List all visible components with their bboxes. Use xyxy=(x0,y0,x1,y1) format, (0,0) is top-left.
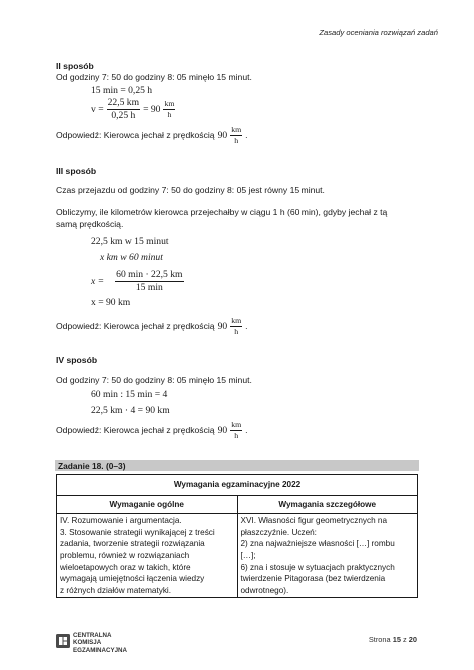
answer-text: Odpowiedź: Kierowca jechał z prędkością xyxy=(56,425,215,436)
eq2-result: = 90 xyxy=(143,103,161,115)
sposob3-answer xyxy=(56,317,248,336)
col-general-header: Wymaganie ogólne xyxy=(57,495,238,514)
logo-line: CENTRALNA xyxy=(73,632,112,639)
detailed-line: twierdzenie Pitagorasa (bez twierdzenia xyxy=(240,574,386,584)
eq2-lhs: v = xyxy=(91,103,104,115)
general-line: IV. Rozumowanie i argumentacja. xyxy=(60,516,182,526)
unit-km: km xyxy=(231,125,242,134)
answer-period: . xyxy=(245,321,248,332)
unit-h: h xyxy=(234,135,239,145)
sposob2-line1: Od godziny 7: 50 do godziny 8: 05 minęło 15 minut. xyxy=(56,72,252,82)
sposob3-line2b: samą prędkością. xyxy=(56,219,124,229)
proportion-line1: 22,5 km w 15 minut xyxy=(91,236,169,247)
general-line: 3. Stosowanie strategii wynikającej z treści xyxy=(60,527,215,537)
sposob3-line1: Czas przejazdu od godziny 7: 50 do godziny 8: 05 jest równy 15 minut. xyxy=(56,185,325,195)
answer-unit xyxy=(230,317,242,336)
page-prefix: Strona xyxy=(368,635,391,644)
answer-period: . xyxy=(245,130,248,141)
detailed-requirements-cell xyxy=(237,514,418,598)
sposob4-eq1: 60 min : 15 min = 4 xyxy=(91,389,168,400)
general-line: z różnych działów matematyki. xyxy=(60,585,172,595)
task-title: Zadanie 18. (0–3) xyxy=(58,461,126,471)
unit-km: km xyxy=(231,316,242,325)
page-header: Zasady oceniania rozwiązań zadań xyxy=(319,28,438,37)
answer-unit xyxy=(230,421,242,440)
cke-logo-icon xyxy=(56,634,70,648)
answer-value: 90 xyxy=(217,129,228,141)
page-total: 20 xyxy=(408,635,417,644)
section-title-4: IV sposób xyxy=(56,355,98,365)
eq2-numerator: 22,5 km xyxy=(107,97,140,108)
table-title: Wymagania egzaminacyjne 2022 xyxy=(57,475,418,496)
eq2-fraction xyxy=(107,98,140,120)
proportion-line2: x km w 60 minut xyxy=(100,252,163,263)
general-line: wieloetapowych oraz w takich, które xyxy=(60,562,191,572)
answer-unit xyxy=(230,126,242,145)
unit-h: h xyxy=(167,109,172,119)
page-number xyxy=(369,635,417,644)
logo-text xyxy=(73,632,127,654)
x-lhs: x = xyxy=(91,275,105,287)
unit-h: h xyxy=(234,326,239,336)
general-line: zadania, tworzenie strategii rozwiązania xyxy=(60,539,205,549)
detailed-line: 6) zna i stosuje w sytuacjach praktycznych xyxy=(240,562,395,572)
logo-line: KOMISJA xyxy=(73,639,102,647)
answer-value: 90 xyxy=(217,320,228,332)
unit-km: km xyxy=(164,98,175,108)
sposob4-line1: Od godziny 7: 50 do godziny 8: 05 minęło 15 minut. xyxy=(56,375,252,385)
eq2-denominator: 0,25 h xyxy=(111,109,136,121)
sposob2-eq2 xyxy=(91,98,175,120)
detailed-line: XVI. Własności figur geometrycznych na xyxy=(240,516,388,526)
requirements-table xyxy=(56,474,418,598)
eq2-unit xyxy=(163,100,175,119)
x-result: x = 90 km xyxy=(91,297,131,308)
x-fraction xyxy=(115,270,183,292)
sposob4-eq2: 22,5 km · 4 = 90 km xyxy=(91,405,170,416)
x-denominator: 15 min xyxy=(135,281,163,293)
answer-period: . xyxy=(245,425,248,436)
answer-value: 90 xyxy=(217,424,228,436)
sposob4-answer xyxy=(56,421,248,440)
detailed-line: 2) zna najważniejsze własności […] rombu xyxy=(240,539,395,549)
sposob2-eq1: 15 min = 0,25 h xyxy=(91,85,153,96)
general-line: wymagają umiejętności łączenia wiedzy xyxy=(60,574,205,584)
sposob2-answer xyxy=(56,126,248,145)
sposob3-line2a: Obliczymy, ile kilometrów kierowca przejechałby w ciągu 1 h (60 min), gdyby jechał z tą xyxy=(56,207,388,217)
x-numerator: 60 min · 22,5 km xyxy=(116,269,183,280)
unit-h: h xyxy=(234,430,239,440)
general-requirements-cell xyxy=(57,514,238,598)
x-equation xyxy=(91,270,184,292)
answer-text: Odpowiedź: Kierowca jechał z prędkością xyxy=(56,321,215,332)
section-title-3: III sposób xyxy=(56,166,97,176)
logo-line: EGZAMINACYJNA xyxy=(73,646,127,654)
general-line: problemu, również w rozwiązaniach xyxy=(60,550,190,560)
col-detailed-header: Wymagania szczegółowe xyxy=(237,495,418,514)
answer-text: Odpowiedź: Kierowca jechał z prędkością xyxy=(56,130,215,141)
page-current: 15 xyxy=(392,635,401,644)
detailed-line: […]; xyxy=(240,550,256,560)
unit-km: km xyxy=(231,420,242,429)
page-separator: z xyxy=(403,635,407,644)
section-title-2: II sposób xyxy=(56,61,94,71)
detailed-line: odwrotnego). xyxy=(240,585,289,595)
detailed-line: płaszczyźnie. Uczeń: xyxy=(240,527,317,537)
